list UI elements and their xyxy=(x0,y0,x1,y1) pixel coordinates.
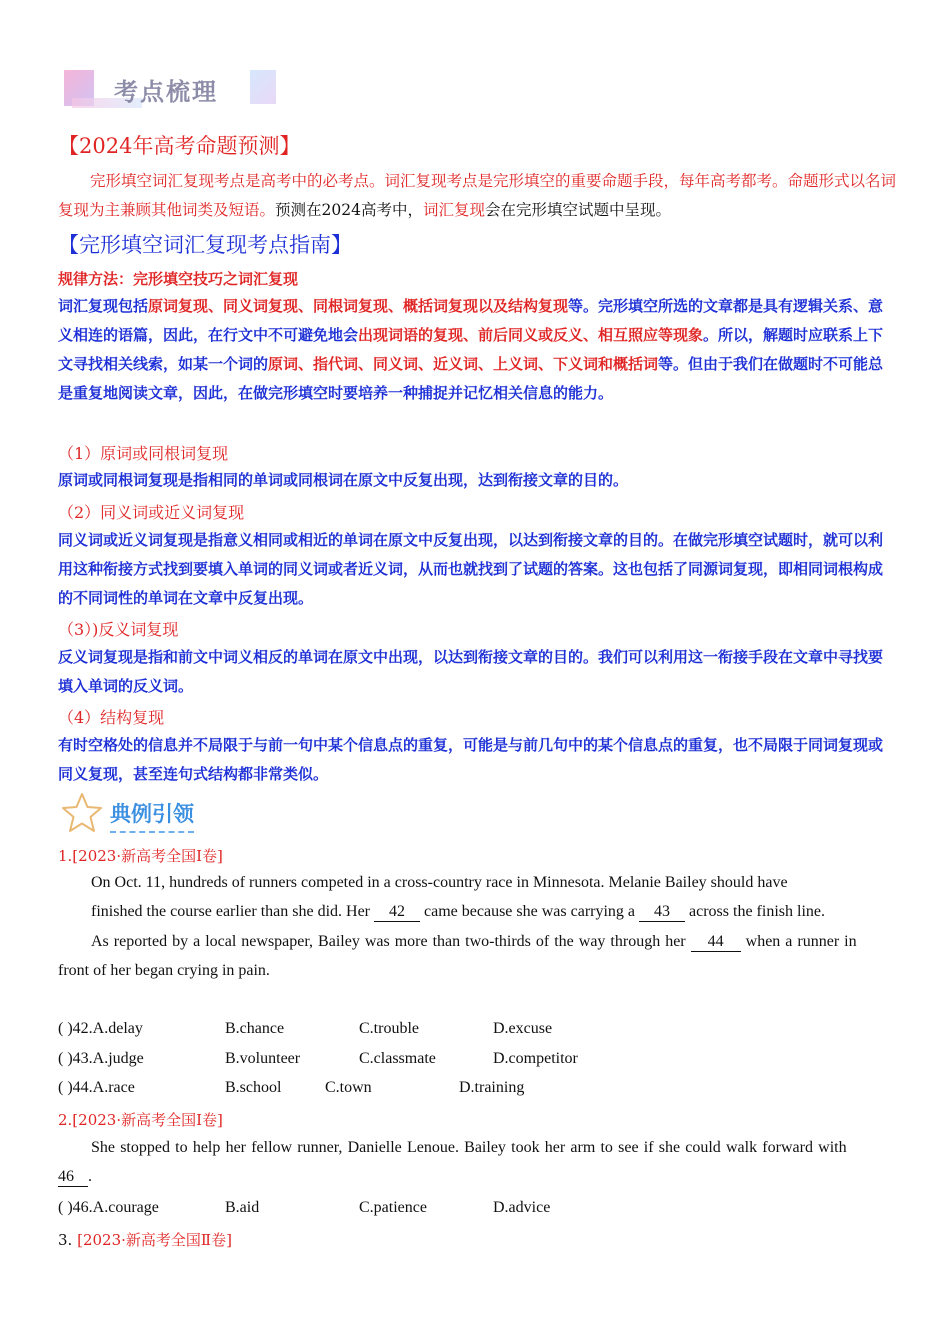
section-4-title: （4）结构复现 xyxy=(58,708,165,727)
q42-option-d[interactable]: D.excuse xyxy=(493,1020,553,1037)
section-1-body: 原词或同根词复现是指相同的单词或同根词在原文中反复出现，达到衔接文章的目的。 xyxy=(58,471,629,489)
example-3-source-text: [2023·新高考全国Ⅱ卷] xyxy=(77,1231,232,1249)
q46-option-b[interactable]: B.aid xyxy=(225,1199,260,1216)
q42-option-b[interactable]: B.chance xyxy=(225,1020,285,1037)
page-title: 考点梳理 xyxy=(114,78,218,106)
section-header xyxy=(64,68,284,112)
q43-option-c[interactable]: C.classmate xyxy=(359,1050,436,1067)
example-1-source: 1.[2023·新高考全国Ⅰ卷] xyxy=(58,847,223,865)
example-2-line-2: 46 . xyxy=(58,1168,92,1185)
method-title: 规律方法：完形填空技巧之词汇复现 xyxy=(58,270,299,288)
example-1-line-1: On Oct. 11, hundreds of runners competed in a cross-country race in Minnesota. Melanie Bailey should have xyxy=(91,874,788,891)
intro-highlight-1: 原词复现、同义词复现、同根词复现、概括词复现以及结构复现 xyxy=(148,297,569,315)
q46-option-d[interactable]: D.advice xyxy=(493,1199,551,1216)
intro-highlight-2: 出现词语的复现、前后同义或反义、相互照应等现象 xyxy=(358,326,704,344)
star-icon xyxy=(60,792,104,834)
example-1-line-4: front of her began crying in pain. xyxy=(58,962,270,979)
example-2-line-1: She stopped to help her fellow runner, Danielle Lenoue. Bailey took her arm to see if she could walk forward with xyxy=(91,1139,847,1156)
q43-option-d[interactable]: D.competitor xyxy=(493,1050,578,1067)
section-4-body: 有时空格处的信息并不局限于与前一句中某个信息点的重复，可能是与前几句中的某个信息点的重复，也不局限于同词复现或同义复现，甚至连句式结构都非常类似。 xyxy=(58,736,884,783)
line-2-text-a: finished the course earlier than she did. Her xyxy=(91,903,371,920)
section-2-body: 同义词或近义词复现是指意义相同或相近的单词在原文中反复出现，以达到衔接文章的目的。在做完形填空试题时，就可以利用这种衔接方式找到要填入单词的同义词或者近义词，从而也就找到了试题的答案。这也包括了同源词复现，即相同词根构成的不同词性的单词在文章中反复出现。 xyxy=(58,531,884,607)
blank-43[interactable]: 43 xyxy=(639,903,685,922)
q46-option-c[interactable]: C.patience xyxy=(359,1199,427,1216)
line-2-text-c: across the finish line. xyxy=(689,903,825,920)
q42-stem[interactable]: ( )42.A.delay xyxy=(58,1020,143,1037)
blank-44[interactable]: 44 xyxy=(691,933,741,952)
intro-part-3: 。所以，解题时应联系上下文寻找相关线索，如某一个词的 xyxy=(58,326,884,373)
line-3-text-a: As reported by a local newspaper, Bailey was more than two-thirds of the way through her xyxy=(91,933,686,950)
header-decoration-right xyxy=(250,70,276,104)
q42-option-c[interactable]: C.trouble xyxy=(359,1020,419,1037)
example-3-source xyxy=(58,1229,232,1250)
q46-stem[interactable]: ( )46.A.courage xyxy=(58,1199,159,1216)
example-1-line-3 xyxy=(91,933,857,952)
examples-title: 典例引领 xyxy=(110,798,194,833)
line-3-text-b: when a runner in xyxy=(745,933,857,950)
line-2-text-b: came because she was carrying a xyxy=(424,903,636,920)
q44-option-c[interactable]: C.town xyxy=(325,1079,372,1096)
blank-42[interactable]: 42 xyxy=(374,903,420,922)
prediction-heading: 【2024年高考命题预测】 xyxy=(58,134,301,158)
example-1-line-2 xyxy=(91,903,825,922)
example-3-number: 3. xyxy=(58,1231,78,1249)
q43-option-b[interactable]: B.volunteer xyxy=(225,1050,301,1067)
prediction-text-black: 预测在2024高考中， xyxy=(275,201,423,219)
example-2-source: 2.[2023·新高考全国Ⅰ卷] xyxy=(58,1111,223,1129)
section-3-title: （3）)反义词复现 xyxy=(58,620,179,639)
prediction-text-red: 完形填空词汇复现考点是高考中的必考点。词汇复现考点是完形填空的重要命题手段，每年高考都考。命题形式以名词复现为主兼顾其他词类及短语。 xyxy=(58,172,897,219)
intro-part-1: 词汇复现包括 xyxy=(58,297,149,315)
blank-46[interactable]: 46 xyxy=(58,1168,88,1187)
prediction-text-end: 会在完形填空试题中呈现。 xyxy=(484,201,671,219)
q43-stem[interactable]: ( )43.A.judge xyxy=(58,1050,144,1067)
section-3-body: 反义词复现是指和前文中词义相反的单词在原文中出现，以达到衔接文章的目的。我们可以利用这一衔接手段在文章中寻找要填入单词的反义词。 xyxy=(58,648,884,695)
q44-option-d[interactable]: D.training xyxy=(459,1079,525,1096)
intro-part-4: 等。但由于我们在做题时不可能总是重复地阅读文章，因此，在做完形填空时要培养一种捕捉并记忆相关信息的能力。 xyxy=(58,355,884,402)
prediction-text-keyword: 词汇复现 xyxy=(422,201,485,219)
section-2-title: （2）同义词或近义词复现 xyxy=(58,503,245,522)
intro-highlight-3: 原词、指代词、同义词、近义词、上义词、下义词和概括词 xyxy=(268,355,659,373)
section-1-title: （1）原词或同根词复现 xyxy=(58,444,229,463)
intro-part-2: 等。完形填空所选的文章都是具有逻辑关系、意义相连的语篇，因此，在行文中不可避免地会 xyxy=(58,297,884,344)
guide-heading: 【完形填空词汇复现考点指南】 xyxy=(58,233,352,257)
q44-option-b[interactable]: B.school xyxy=(225,1079,282,1096)
q44-stem[interactable]: ( )44.A.race xyxy=(58,1079,135,1096)
prediction-text xyxy=(58,167,896,225)
guide-intro xyxy=(58,292,896,408)
